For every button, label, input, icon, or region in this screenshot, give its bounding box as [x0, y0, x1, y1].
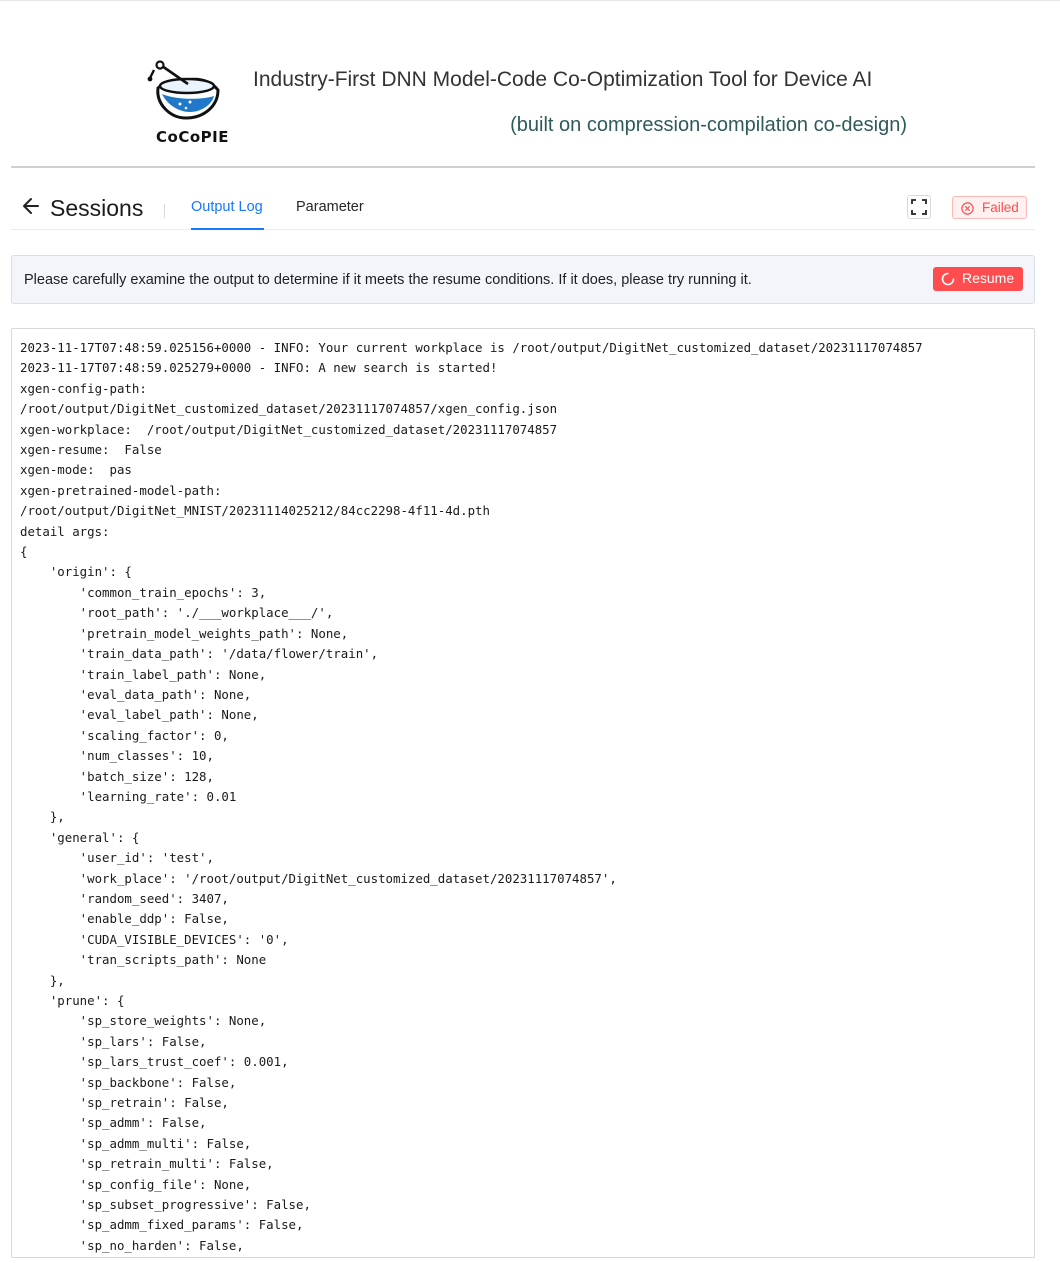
arrow-left-icon[interactable] — [21, 196, 41, 216]
resume-button[interactable] — [933, 267, 1023, 291]
session-toolbar — [11, 182, 1035, 230]
fullscreen-icon — [911, 199, 927, 215]
header-divider — [11, 166, 1035, 168]
close-circle-icon — [961, 202, 974, 215]
title-divider — [164, 204, 165, 218]
active-tab-indicator — [191, 228, 264, 230]
status-label: Failed — [982, 200, 1019, 215]
resume-label: Resume — [962, 270, 1015, 286]
product-subline: (built on compression-compilation co-design) — [510, 114, 907, 136]
brand-header — [0, 0, 1060, 168]
output-log-panel[interactable] — [11, 328, 1035, 1258]
output-log-text: 2023-11-17T07:48:59.025156+0000 - INFO: Your current workplace is /root/output/DigitNet_customized_dataset/20231117074857 2023-11-17T07:48:59.025279+0000 - INFO: A new search is started! xgen-config-path: /root/output/DigitNet_customized_dataset/20231117074857/xgen_config.json xgen-workplace: /root/output/DigitNet_customized_dataset/20231117074857 xgen-resume: False xgen-mode: pas xgen-pretrained-model-path: /root/output/DigitNet_MNIST/20231114025212/84cc2298-4f11-4d.pth detail args: { 'origin': { 'common_train_epochs': 3, 'root_path': './___workplace___/', 'pretrain_model_weights_path': None, 'train_data_path': '/data/flower/train', 'train_label_path': None, 'eval_data_path': None, 'eval_label_path': None, 'scaling_factor': 0, 'num_classes': 10, 'batch_size': 128, 'learning_rate': 0.01 }, 'general': { 'user_id': 'test', 'work_place': '/root/output/DigitNet_customized_dataset/20231117074857', 'random_seed': 3407, 'enable_ddp': False, 'CUDA_VISIBLE_DEVICES': '0', 'tran_scripts_path': None }, 'prune': { 'sp_store_weights': None, 'sp_lars': False, 'sp_lars_trust_coef': 0.001, 'sp_backbone': False, 'sp_retrain': False, 'sp_admm': False, 'sp_admm_multi': False, 'sp_retrain_multi': False, 'sp_config_file': None, 'sp_subset_progressive': False, 'sp_admm_fixed_params': False, 'sp_no_harden': False, — [20, 340, 923, 1253]
status-badge — [952, 196, 1027, 219]
cocopie-logo — [140, 58, 240, 148]
logo-text: CoCoPIE — [156, 128, 229, 146]
resume-alert — [11, 255, 1035, 304]
fullscreen-button[interactable] — [907, 195, 931, 219]
alert-message: Please carefully examine the output to determine if it meets the resume conditions. If it does, please try running it. — [24, 272, 752, 288]
tab-output-log[interactable]: Output Log — [191, 199, 263, 215]
loading-icon — [941, 272, 955, 286]
tab-parameter[interactable]: Parameter — [296, 199, 364, 215]
page-title: Sessions — [50, 195, 144, 221]
product-headline: Industry-First DNN Model-Code Co-Optimization Tool for Device AI — [253, 68, 873, 91]
